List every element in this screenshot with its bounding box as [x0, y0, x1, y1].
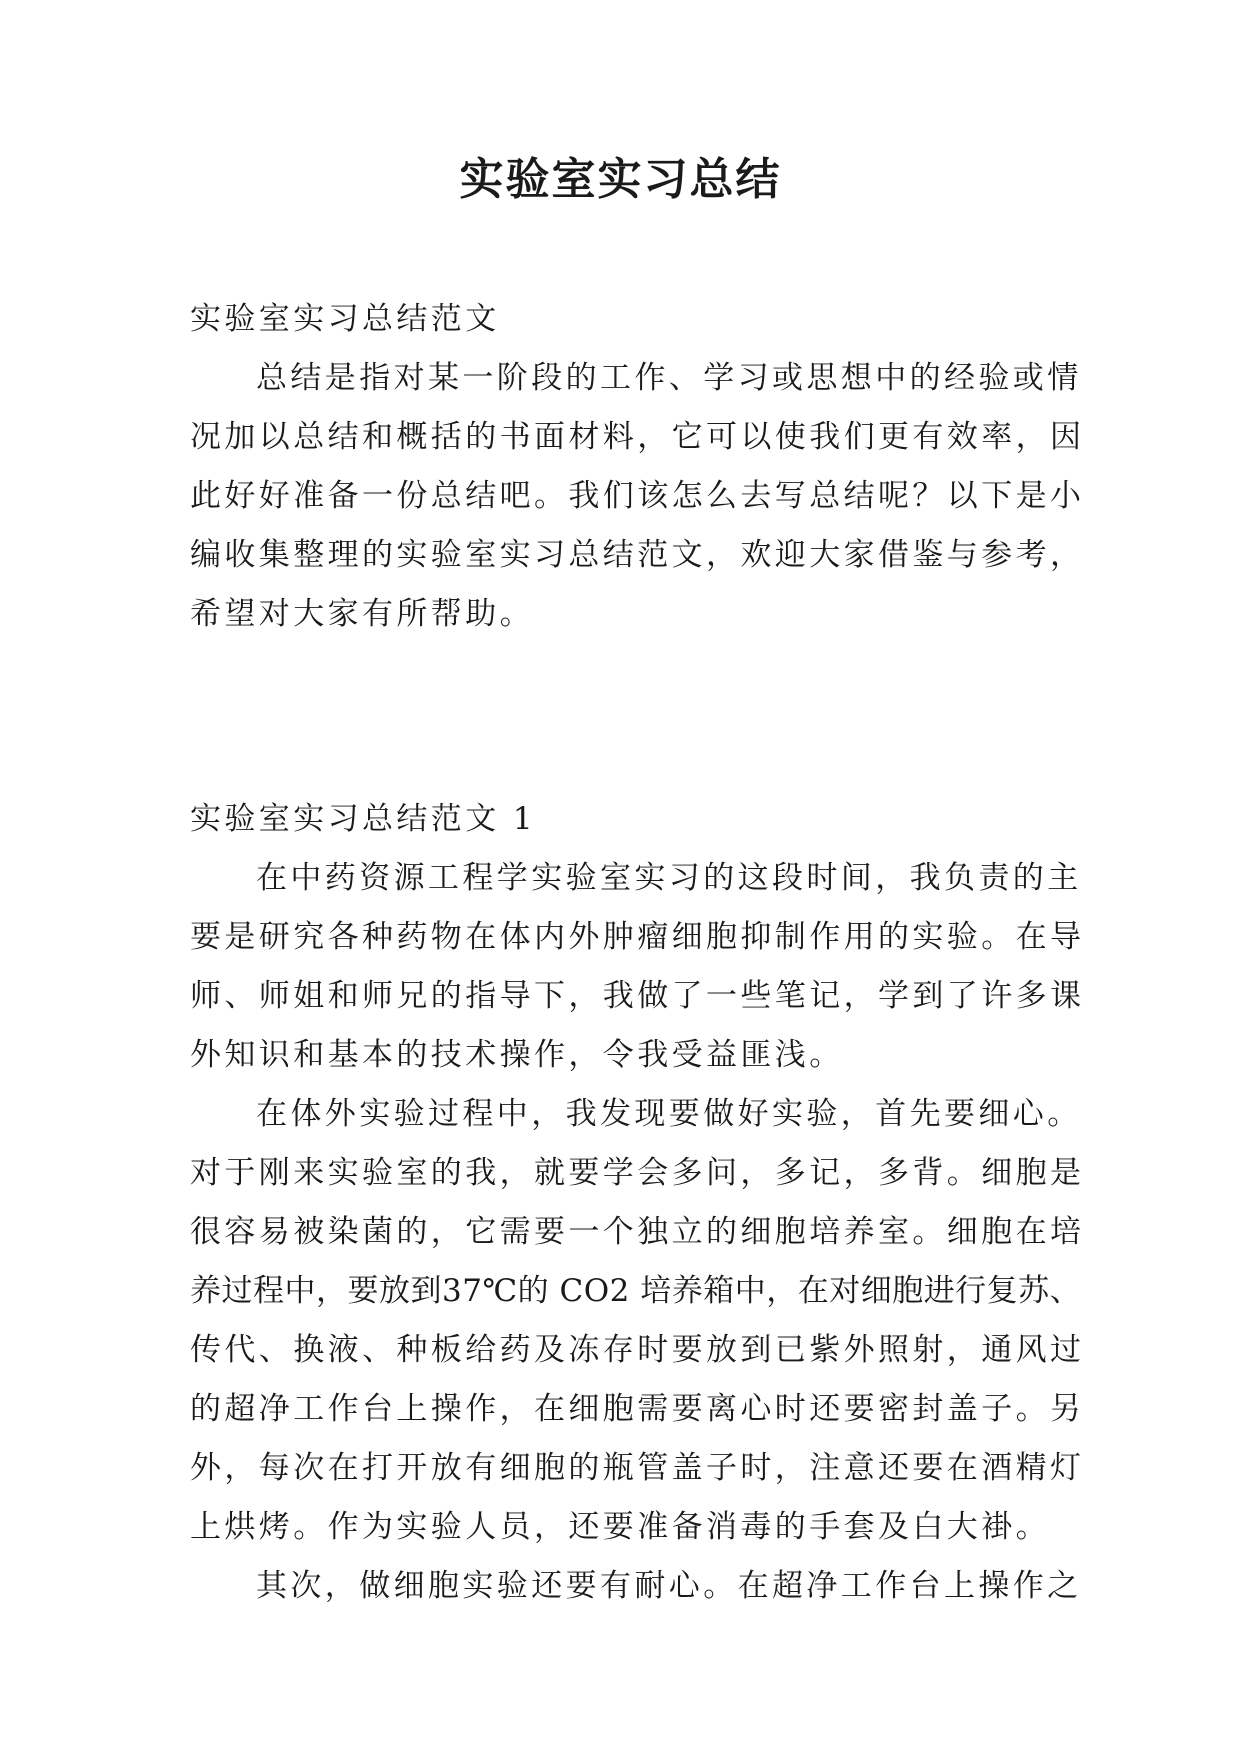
paragraph-line: 要是研究各种药物在体内外肿瘤细胞抑制作用的实验。在导 [190, 919, 1085, 955]
paragraph-line: 对于刚来实验室的我，就要学会多问，多记，多背。细胞是 [190, 1155, 1085, 1191]
section-heading: 实验室实习总结范文 1 [190, 801, 536, 837]
intro-heading: 实验室实习总结范文 [190, 301, 500, 337]
paragraph-line: 在中药资源工程学实验室实习的这段时间，我负责的主 [256, 860, 1082, 896]
paragraph-line: 上烘烤。作为实验人员，还要准备消毒的手套及白大褂。 [190, 1509, 1050, 1545]
section-paragraph-3 [190, 1557, 1082, 1616]
document-body [190, 290, 1085, 1616]
section-paragraph-1 [190, 849, 1085, 1085]
paragraph-line: 编收集整理的实验室实习总结范文，欢迎大家借鉴与参考， [190, 537, 1085, 573]
paragraph-line: 师、师姐和师兄的指导下，我做了一些笔记，学到了许多课 [190, 978, 1085, 1014]
paragraph-line: 况加以总结和概括的书面材料，它可以使我们更有效率，因 [190, 419, 1085, 455]
paragraph-line: 很容易被染菌的，它需要一个独立的细胞培养室。细胞在培 [190, 1214, 1085, 1250]
paragraph-line: 其次，做细胞实验还要有耐心。在超净工作台上操作之 [256, 1568, 1082, 1604]
document-title: 实验室实习总结 [459, 154, 782, 205]
section-paragraph-2 [190, 1085, 1085, 1557]
paragraph-line: 外，每次在打开放有细胞的瓶管盖子时，注意还要在酒精灯 [190, 1450, 1085, 1486]
paragraph-line: 希望对大家有所帮助。 [190, 596, 534, 632]
paragraph-line: 外知识和基本的技术操作，令我受益匪浅。 [190, 1037, 844, 1073]
paragraph-line: 养过程中，要放到37℃的 CO2 培养箱中，在对细胞进行复苏、 [190, 1273, 1082, 1309]
paragraph-line: 总结是指对某一阶段的工作、学习或思想中的经验或情 [256, 360, 1082, 396]
intro-paragraph [190, 349, 1085, 644]
paragraph-line: 传代、换液、种板给药及冻存时要放到已紫外照射，通风过 [190, 1332, 1085, 1368]
paragraph-line: 此好好准备一份总结吧。我们该怎么去写总结呢？以下是小 [190, 478, 1085, 514]
paragraph-line: 在体外实验过程中，我发现要做好实验，首先要细心。 [256, 1096, 1082, 1132]
section-spacer [190, 644, 1070, 790]
paragraph-line: 的超净工作台上操作，在细胞需要离心时还要密封盖子。另 [190, 1391, 1085, 1427]
